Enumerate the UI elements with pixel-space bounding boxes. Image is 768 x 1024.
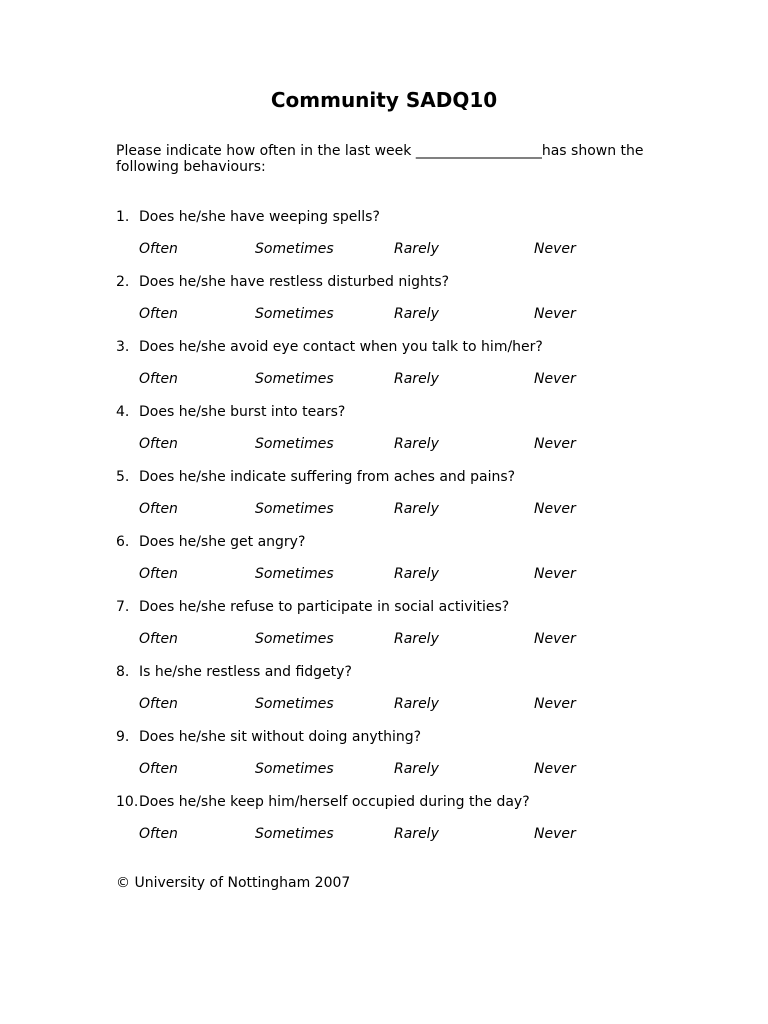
option-never[interactable]: Never: [534, 241, 576, 257]
option-rarely[interactable]: Rarely: [394, 241, 439, 257]
question-text: Does he/she have weeping spells?: [139, 209, 380, 225]
option-rarely[interactable]: Rarely: [394, 631, 439, 647]
question-5: [116, 468, 515, 486]
answer-options-4: [0, 435, 768, 453]
question-text: Does he/she avoid eye contact when you talk to him/her?: [139, 339, 543, 355]
question-number: 8.: [116, 664, 130, 680]
question-text: Does he/she refuse to participate in social activities?: [139, 599, 510, 615]
answer-options-6: [0, 565, 768, 583]
option-often[interactable]: Often: [139, 371, 178, 387]
question-2: [116, 273, 449, 291]
option-often[interactable]: Often: [139, 631, 178, 647]
answer-options-9: [0, 760, 768, 778]
option-rarely[interactable]: Rarely: [394, 566, 439, 582]
option-rarely[interactable]: Rarely: [394, 826, 439, 842]
option-sometimes[interactable]: Sometimes: [255, 241, 334, 257]
option-sometimes[interactable]: Sometimes: [255, 761, 334, 777]
option-rarely[interactable]: Rarely: [394, 436, 439, 452]
copyright-notice: © University of Nottingham 2007: [116, 875, 351, 891]
answer-options-10: [0, 825, 768, 843]
question-number: 7.: [116, 599, 130, 615]
option-sometimes[interactable]: Sometimes: [255, 501, 334, 517]
option-rarely[interactable]: Rarely: [394, 761, 439, 777]
option-often[interactable]: Often: [139, 306, 178, 322]
question-1: [116, 208, 380, 226]
option-never[interactable]: Never: [534, 631, 576, 647]
answer-options-1: [0, 240, 768, 258]
option-often[interactable]: Often: [139, 761, 178, 777]
question-text: Does he/she indicate suffering from aches and pains?: [139, 469, 516, 485]
option-sometimes[interactable]: Sometimes: [255, 696, 334, 712]
question-text: Does he/she burst into tears?: [139, 404, 346, 420]
question-number: 3.: [116, 339, 130, 355]
question-text: Does he/she keep him/herself occupied during the day?: [139, 794, 530, 810]
option-often[interactable]: Often: [139, 501, 178, 517]
question-10: [116, 793, 530, 811]
option-never[interactable]: Never: [534, 501, 576, 517]
question-9: [116, 728, 421, 746]
question-7: [116, 598, 509, 616]
question-4: [116, 403, 345, 421]
question-number: 2.: [116, 274, 130, 290]
option-never[interactable]: Never: [534, 761, 576, 777]
option-never[interactable]: Never: [534, 371, 576, 387]
option-sometimes[interactable]: Sometimes: [255, 631, 334, 647]
question-8: [116, 663, 352, 681]
question-number: 9.: [116, 729, 130, 745]
question-text: Does he/she get angry?: [139, 534, 306, 550]
answer-options-3: [0, 370, 768, 388]
option-often[interactable]: Often: [139, 566, 178, 582]
question-text: Does he/she sit without doing anything?: [139, 729, 422, 745]
option-rarely[interactable]: Rarely: [394, 501, 439, 517]
option-sometimes[interactable]: Sometimes: [255, 826, 334, 842]
option-rarely[interactable]: Rarely: [394, 306, 439, 322]
question-number: 10.: [116, 794, 139, 810]
question-number: 5.: [116, 469, 130, 485]
question-number: 4.: [116, 404, 130, 420]
question-3: [116, 338, 543, 356]
option-never[interactable]: Never: [534, 566, 576, 582]
question-number: 6.: [116, 534, 130, 550]
option-never[interactable]: Never: [534, 826, 576, 842]
intro-text: Please indicate how often in the last week __________________has shown the following behaviours:: [116, 143, 644, 175]
option-often[interactable]: Often: [139, 241, 178, 257]
answer-options-2: [0, 305, 768, 323]
option-sometimes[interactable]: Sometimes: [255, 436, 334, 452]
option-sometimes[interactable]: Sometimes: [255, 306, 334, 322]
answer-options-8: [0, 695, 768, 713]
option-never[interactable]: Never: [534, 306, 576, 322]
document-title: Community SADQ10: [270, 88, 498, 112]
option-often[interactable]: Often: [139, 826, 178, 842]
option-often[interactable]: Often: [139, 696, 178, 712]
question-text: Is he/she restless and fidgety?: [139, 664, 352, 680]
option-sometimes[interactable]: Sometimes: [255, 566, 334, 582]
question-6: [116, 533, 305, 551]
option-often[interactable]: Often: [139, 436, 178, 452]
option-rarely[interactable]: Rarely: [394, 371, 439, 387]
answer-options-5: [0, 500, 768, 518]
question-number: 1.: [116, 209, 130, 225]
answer-options-7: [0, 630, 768, 648]
question-text: Does he/she have restless disturbed nights?: [139, 274, 450, 290]
option-sometimes[interactable]: Sometimes: [255, 371, 334, 387]
option-never[interactable]: Never: [534, 696, 576, 712]
option-never[interactable]: Never: [534, 436, 576, 452]
option-rarely[interactable]: Rarely: [394, 696, 439, 712]
